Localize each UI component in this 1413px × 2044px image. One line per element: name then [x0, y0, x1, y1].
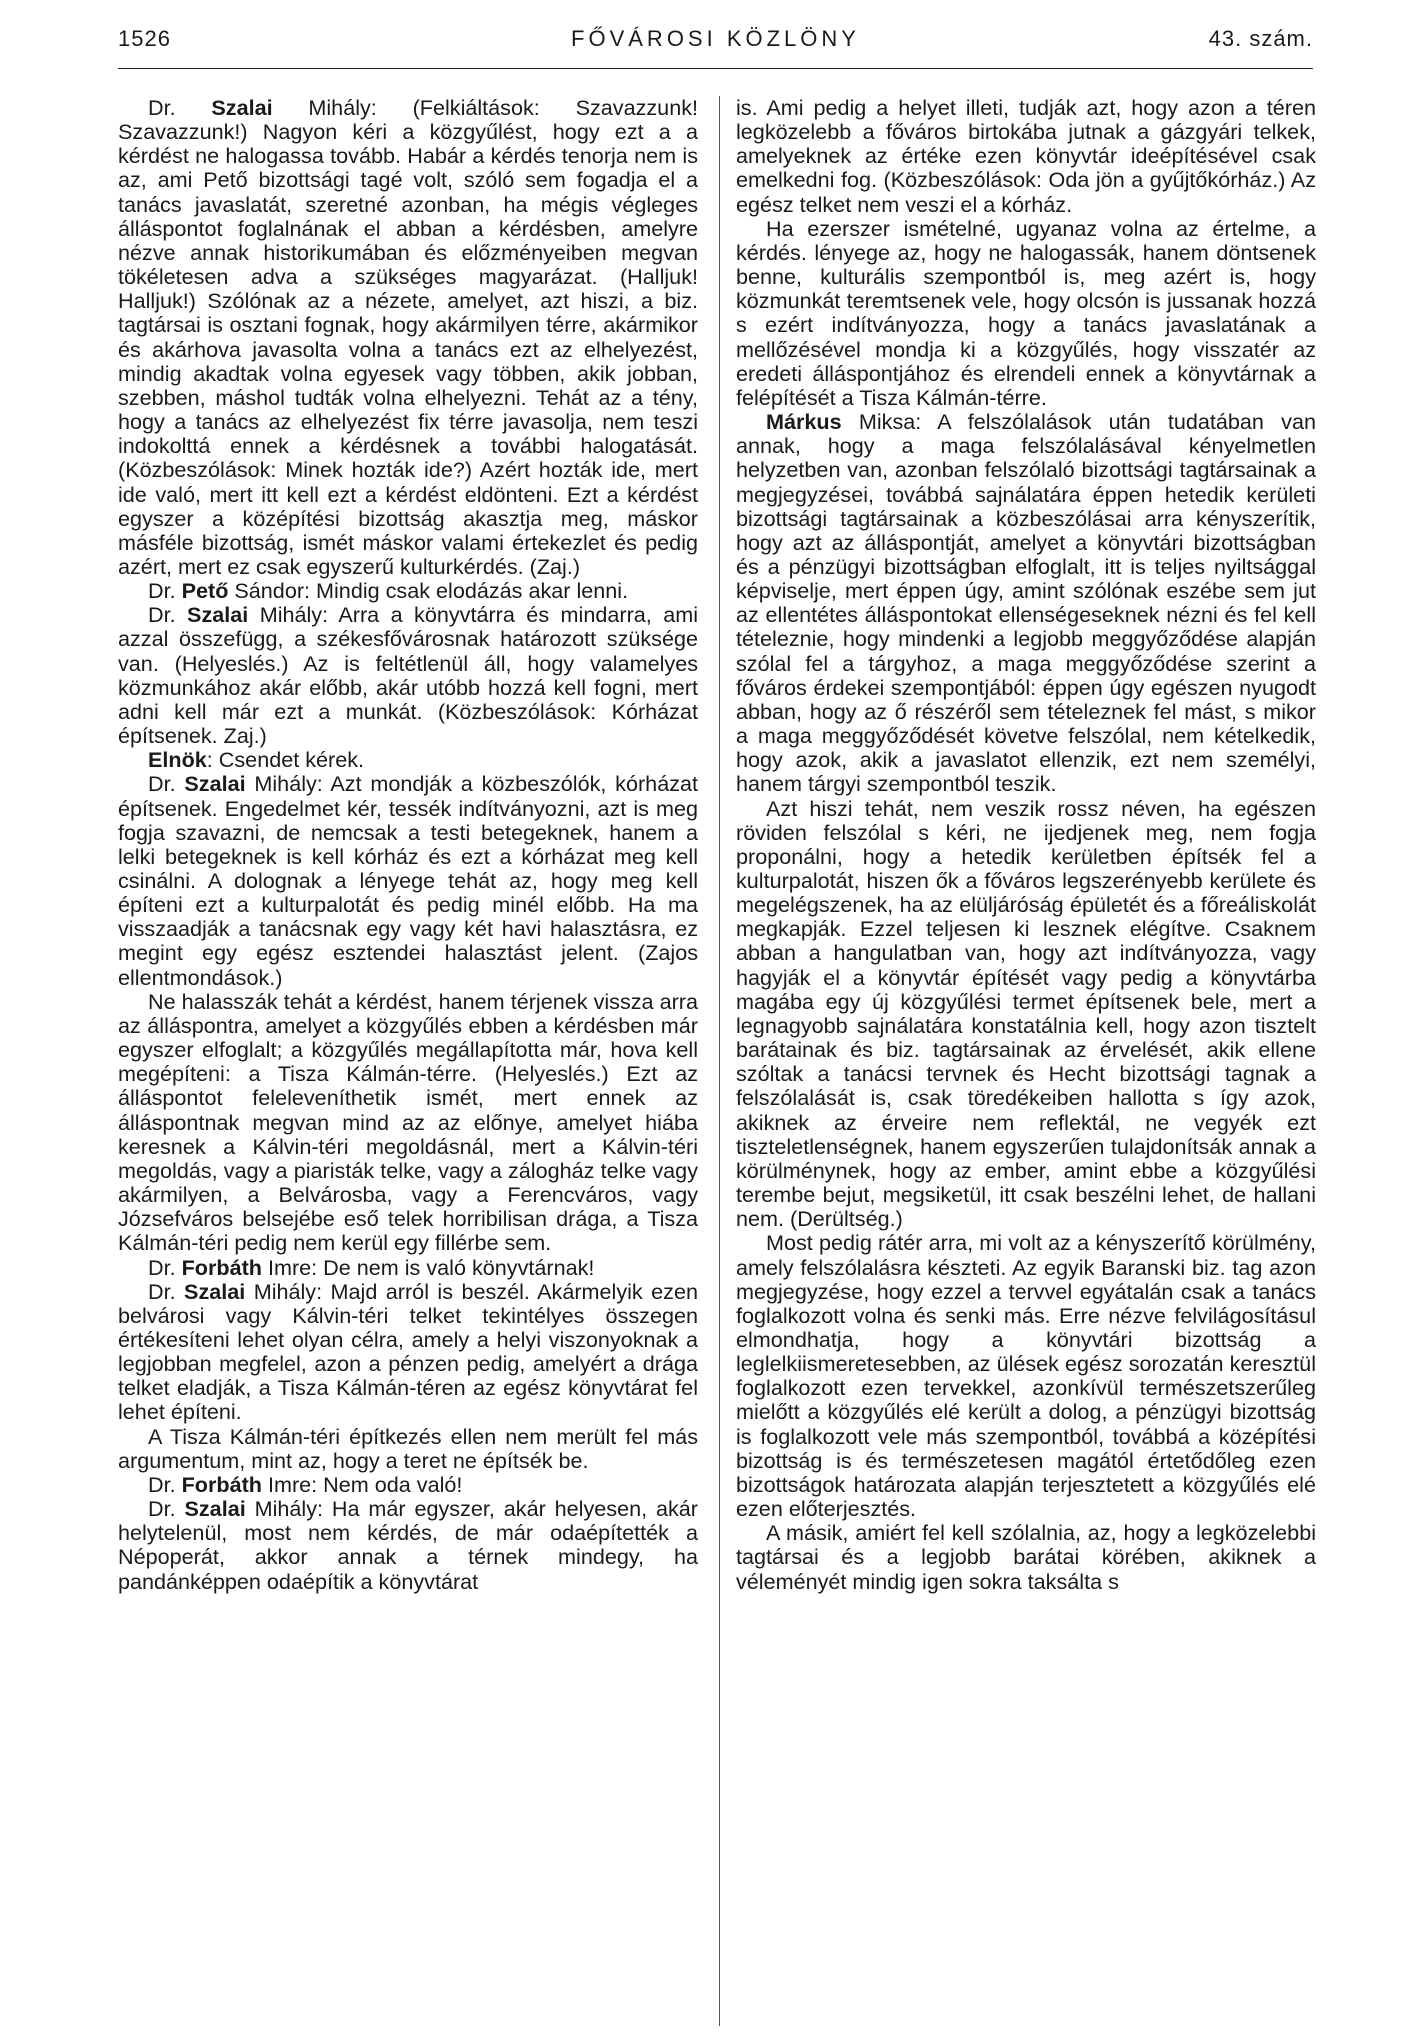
paragraph-text: Azt hiszi tehát, nem veszik rossz néven, ha egészen röviden felszólal s kéri, ne ijedjenek meg, nem fogja proponálni, hogy a hetedik kerületben építsék fel a kulturpalotát, hiszen ők a főváros legszerényebb kerülete és megelégszenek, ha az elüljáróság épületét és a főreáliskolát megkapják. Ezzel teljesen ki lesznek elégítve. Csaknem abban a hangulatban van, hogy azt indítványozza, vagy hagyják el a könyvtár építését vagy pedig a könyvtárba magába egy új közgyűlési termet építsenek bele, mert a legnagyobb sajnálatára konstatálnia kell, hogy azon tisztelt barátainak és biz. tagtársainak az érvelését, akik ellene szóltak a tanácsi tervnek és Hecht bizottsági tagnak a felszólalását is, csak töredékeiben hallotta s így azok, akiknek az érveire nem reflektál, ne vegyék ezt tiszteletlenségnek, hanem egyszerűen tulajdonítsák annak a körülménynek, hogy az ember, amint ebbe a közgyűlési terembe bejut, megsiketül, itt csak beszélni lehet, de hallani nem. (Derültség.): [736, 795, 1316, 1232]
speaker-name: Szalai: [184, 771, 246, 797]
speaker-name: Szalai: [184, 1278, 246, 1304]
paragraph-text: Mihály: Majd arról is beszél. Akármelyik ezen belvárosi vagy Kálvin-téri telket tekintélyes összegen értékesíteni lehet olyan célra, amely a helyi viszonyoknak a legjobban megfelel, azon a pénzen pedig, amelyért a drága telket eladják, a Tisza Kálmán-téren az egész könyvtárat fel lehet építeni.: [118, 1278, 698, 1425]
speaker-title: Dr.: [148, 1278, 185, 1304]
paragraph: [736, 96, 1316, 217]
speaker-name: Pető: [181, 578, 229, 604]
speaker-title: Dr.: [148, 1254, 182, 1280]
paragraph-text: Ha ezerszer ismételné, ugyanaz volna az értelme, a kérdés. lényege az, hogy ne halogassák, hanem döntsenek benne, kulturális szempontból is, meg azért is, hogy közmunkát teremtsenek vele, hogy olcsón is jussanak hozzá s ezért indítványozza, hogy a tanács javaslatának a mellőzésével mondja ki a közgyűlés, hogy visszatér az eredeti álláspontjához és elrendeli ennek a könyvtárnak a felépítését a Tisza Kálmán-térre.: [736, 215, 1316, 410]
page-header: [118, 18, 1313, 64]
speaker-name: Szalai: [184, 1496, 246, 1522]
speaker-title: Dr.: [148, 771, 185, 797]
paragraph: [736, 1231, 1316, 1521]
paragraph: [118, 603, 698, 748]
speaker-title: Dr.: [148, 95, 212, 120]
paragraph-text: Imre: De nem is való könyvtárnak!: [261, 1254, 595, 1280]
left-column: [118, 96, 698, 1594]
paragraph-text: is. Ami pedig a helyet illeti, tudják azt, hogy azon a téren legközelebb a főváros birtokába jutnak a gázgyári telkek, amelyeknek az értéke ezen könyvtár ideépítésével csak emelkedni fog. (Közbeszólások: Oda jön a gyűjtőkórház.) Az egész telket nem veszi el a kórház.: [736, 95, 1316, 217]
speaker-name: Elnök: [148, 747, 207, 773]
paragraph: [118, 96, 698, 579]
paragraph: [736, 1521, 1316, 1593]
paragraph-text: Miksa: A felszólalások után tudatában van annak, hogy a maga felszólalásával kényelmetlen helyzetben van, azonban felszólaló bizottsági tagtársainak a megjegyzései, továbbá sajnálatára éppen hetedik kerületi bizottsági tagtársainak a közbeszólásai arra kényszerítik, hogy azt az álláspontját, amelyet a könyvtári bizottságban és a pénzügyi bizottságban elfoglalt, itt is teljes nyiltsággal képviselje, mert éppen úgy, amint szólónak eszébe sem jut az ellentétes álláspontokat ellenségeseknek nézni és fel kell tételeznie, hogy mindenki a legjobb meggyőződése alapján szólal fel a tárgyhoz, a maga meggyőződése szerint a főváros érdekei szempontjából: éppen úgy egészen nyugodt abban, hogy az ő részéről sem tételeznek fel mást, s mikor a maga meggyőződését követve felszólal, nem kételkedik, hogy azok, akik a javaslatot ellenzik, ezt nem személyi, hanem tárgyi szempontból teszik.: [736, 409, 1316, 797]
paragraph-text: Mihály: (Felkiáltások: Szavazzunk! Szavazzunk!) Nagyon kéri a közgyűlést, hogy ezt a a kérdést ne halogassa tovább. Habár a kérdés tenorja nem is az, ami Pető bizottsági tagé volt, szóló sem fogadja el a tanács javaslatát, szeretné azonban, ha mégis végleges álláspontot foglalnának el abban a kérdésben, amelyre nézve annak historikumában és előzményeiben megvan tökéletesen adva a szükséges magyarázat. (Halljuk! Halljuk!) Szólónak az a nézete, amelyet, azt hiszi, a biz. tagtársai is osztani fognak, hogy akármilyen térre, akármikor és akárhova javasolta volna a tanács ezt az elhelyezést, mindig akadtak volna egyesek vagy többen, akik jobban, szebben, máshol tudták volna elhelyezni. Tehát az a tény, hogy a tanács az elhelyezést fix térre javasolja, nem teszi indokolttá ennek a kérdésnek a további halogatását. (Közbeszólások: Minek hozták ide?) Azért hozták ide, mert ide való, mert itt kell ezt a kérdést eldönteni. Ezt a kérdést egyszer a középítési bizottság akasztja meg, máskor másféle bizottság, ismét máskor valami értekezlet és pedig azért, mert ez csak egyszerű kulturkérdés. (Zaj.): [118, 95, 698, 579]
paragraph: [118, 772, 698, 989]
paragraph-text: A Tisza Kálmán-téri építkezés ellen nem merült fel más argumentum, mint az, hogy a teret ne építsék be.: [118, 1423, 698, 1473]
paragraph: [118, 1256, 698, 1280]
paragraph-text: Imre: Nem oda való!: [261, 1471, 463, 1497]
speaker-title: Dr.: [148, 1471, 182, 1497]
paragraph: [118, 748, 698, 772]
speaker-title: Dr.: [148, 1496, 185, 1522]
paragraph-text: Mihály: Arra a könyvtárra és mindarra, ami azzal összefügg, a székesfővárosnak határozott szüksége van. (Helyeslés.) Az is feltétlenül áll, hogy valamelyes közmunkához akár előbb, akár utóbb hozzá kell fogni, mert adni kell már ezt a munkát. (Közbeszólások: Kórházat építsenek. Zaj.): [118, 602, 699, 749]
paragraph-text: Most pedig rátér arra, mi volt az a kényszerítő körülmény, amely felszólalásra készteti. Az egyik Baranski biz. tag azon megjegyzése, hogy ezzel a tervvel egyátalán csak a tanács foglalkozott volna és senki más. Erre nézve felvilágosításul elmondhatja, hogy a könyvtári bizottság a leglelkiismeretesebben, az ülések egész sorozatán keresztül foglalkozott ezen tervekkel, azonkívül természetszerűleg mielőtt a közgyűlés elé került a dolog, a pénzügyi bizottság is foglalkozott vele más szempontból, továbbá a középítési bizottság is és természetesen magától értetődőleg ezen bizottságok határozata alapján terjesztetett a közgyűlés elé ezen előterjesztés.: [736, 1230, 1316, 1522]
paragraph: [118, 1280, 698, 1425]
speaker-name: Szalai: [211, 95, 273, 120]
speaker-name: Forbáth: [181, 1471, 262, 1497]
header-rule: [118, 68, 1313, 69]
paragraph-text: Ne halasszák tehát a kérdést, hanem térjenek vissza arra az álláspontra, amelyet a közgyűlés ebben a kérdésben már egyszer elfoglalt; a közgyűlés megállapította már, hova kell megépíteni: a Tisza Kálmán-térre. (Helyeslés.) Ezt az álláspontot feleleveníthetik ismét, mert ennek az álláspontnak megvan mind az az előnye, amelyet hiába keresnek a Kálvin-téri megoldásnál, mert a Kálvin-téri megoldás, vagy a piaristák telke, vagy a zálogház telke vagy akármilyen, a Belvárosba, vagy a Ferencváros, vagy Józsefváros belsejébe eső telek horribilisan drága, a Tisza Kálmán-téri pedig nem kerül egy fillérbe sem.: [118, 988, 698, 1256]
paragraph-text: Sándor: Mindig csak elodázás akar lenni.: [228, 578, 629, 604]
paragraph: [118, 1497, 698, 1594]
journal-title: FŐVÁROSI KÖZLÖNY: [571, 26, 860, 51]
speaker-name: Forbáth: [181, 1254, 262, 1280]
issue-number: 43. szám.: [1208, 26, 1313, 51]
speaker-title: Dr.: [148, 602, 188, 628]
paragraph: [118, 990, 698, 1256]
paragraph: [118, 579, 698, 603]
paragraph: [736, 410, 1316, 797]
speaker-title: Dr.: [148, 578, 182, 604]
column-divider: [719, 96, 720, 2026]
paragraph-text: Mihály: Azt mondják a közbeszólók, kórházat építsenek. Engedelmet kér, tessék indítványozni, azt is meg fogja szavazni, de nemcsak a testi betegeknek, hanem a lelki betegeknek is kell kórház és ezt a kórházat meg kell csinálni. A dolognak a lényege tehát az, hogy meg kell építeni ezt a kulturpalotát és pedig minél előbb. Ha ma visszaadják a tanácsnak egy vagy két havi halasztásra, ez megint egy egész esztendei halasztást jelent. (Zajos ellentmondások.): [118, 771, 699, 990]
paragraph-text: : Csendet kérek.: [206, 747, 365, 773]
speaker-name: Szalai: [187, 602, 249, 628]
paragraph-text: Mihály: Ha már egyszer, akár helyesen, akár helytelenül, most nem kérdés, de már odaépítették a Népoperát, akkor annak a térnek mindegy, ha pandánképpen odaépítik a könyvtárat: [118, 1496, 698, 1594]
paragraph: [118, 1473, 698, 1497]
paragraph: [736, 797, 1316, 1232]
paragraph: [118, 1425, 698, 1473]
right-column: [736, 96, 1316, 1594]
speaker-name: Márkus: [766, 409, 842, 435]
paragraph-text: A másik, amiért fel kell szólalnia, az, hogy a legközelebbi tagtársai és a legjobb barátai körében, akiknek a véleményét mindig igen sokra taksálta s: [736, 1520, 1316, 1594]
page-number: 1526: [118, 26, 171, 51]
paragraph: [736, 217, 1316, 410]
